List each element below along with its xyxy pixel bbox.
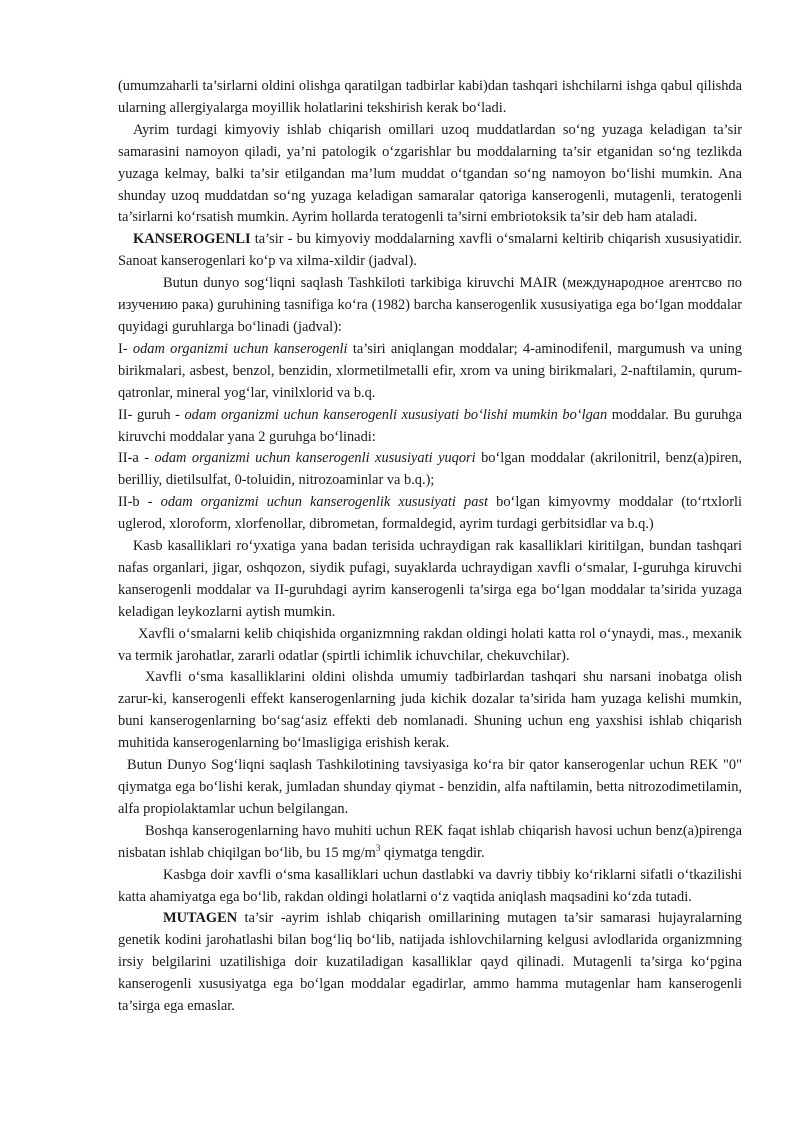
paragraph-rek-benzapyrene: [118, 821, 742, 865]
paragraph-who-recommendation: Butun Dunyo Sog‘liqni saqlash Tashkilotining tavsiyasiga ko‘ra bir qator kanserogenlar uchun REK "0" qiymatga ega bo‘lishi kerak, jumladan shunday qiymat - benzidin, alfa naftilamin, betta nitrozodimetilamin, alfa propiolaktamlar uchun belgilangan.: [118, 757, 742, 817]
group-definition: odam organizmi uchun kanserogenli: [132, 340, 348, 357]
group-definition: odam organizmi uchun kanserogenli xususiyati bo‘lishi mumkin bo‘lgan: [184, 406, 608, 423]
paragraph-group-1: [118, 339, 742, 405]
paragraph-group-2: [118, 405, 742, 449]
paragraph-text: ta’sir -ayrim ishlab chiqarish omillarining mutagen ta’sir samarasi hujayralarning genetik kodini jarohatlashi bilan bog‘liq bo‘lib, natijada ishlovchilarning kelgusi avlodlarida organizmning irsiy belgilarini uzatilishiga doir kuzatiladigan kasalliklar qayd qilinadi. Mutagenli ta’sirga ko‘pgina kanserogenli xususiyatga ega bo‘lgan moddalar egadirlar, ammo hamma mutagenlar ham kanserogenli ta’sirga ega emaslar.: [118, 910, 742, 1015]
paragraph-medical-checkups: Kasbga doir xavfli o‘sma kasalliklari uchun dastlabki va davriy tibbiy ko‘riklarni sifatli o‘tkazilishi katta ahamiyatga ega bo‘lib, rakdan oldingi holatlarni o‘z vaqtida aniqlash maqsadini ko‘zda tutadi.: [118, 866, 742, 905]
paragraph-text: Boshqa kanserogenlarning havo muhiti uchun REK faqat ishlab chiqarish havosi uchun benz(a)pirenga nisbatan ishlab chiqilgan bo‘lib, bu 15 mg/m: [118, 822, 742, 861]
paragraph-group-2b: [118, 492, 742, 536]
group-definition: odam organizmi uchun kanserogenlik xususiyati past: [160, 494, 489, 511]
group-prefix: II-b -: [118, 494, 161, 511]
term-mutagen: MUTAGEN: [163, 910, 238, 927]
group-prefix: I-: [118, 340, 133, 357]
paragraph-text: bo‘lgan kimyovmy moddalar (to‘rtxlorli uglerod, xloroform, xlorfenollar, dibrometan, formaldegid, ayrim turdagi gerbitsidlar va b.q.): [118, 494, 742, 533]
paragraph-text: bo‘lgan moddalar (akrilonitril, benz(a)piren, berilliy, dietilsulfat, 0-toluidin, nitrozoaminlar va b.q.);: [118, 450, 742, 489]
paragraph-text: moddalar. Bu guruhga kiruvchi moddalar yana 2 guruhga bo‘linadi:: [118, 406, 743, 445]
paragraph-carcinogenic-definition: [118, 229, 742, 273]
paragraph-prevention: Xavfli o‘sma kasalliklarini oldini olishda umumiy tadbirlardan tashqari shu narsani inobatga olish zarur-ki, kanserogenli effekt kanserogenlarning juda kichik dozalar ta’sirida ham yuzaga kelishi mumkin, buni kanserogenlarning bo‘sag‘asiz effekti deb nomlanadi. Shuning uchun eng yaxshisi ishlab chiqarish muhitida kanserogenlarning bo‘lmasligiga erishish kerak.: [118, 669, 742, 752]
paragraph-precancer-state: Xavfli o‘smalarni kelib chiqishida organizmning rakdan oldingi holati katta rol o‘ynaydi, mas., mexanik va termik jarohatlar, zararli odatlar (spirtli ichimlik ichuvchilar, chekuvchilar).: [118, 625, 742, 664]
paragraph-text-end: qiymatga tengdir.: [380, 844, 485, 861]
group-definition: odam organizmi uchun kanserogenli xususiyati yuqori: [154, 450, 476, 467]
document-page: [118, 76, 742, 1018]
superscript: 3: [375, 842, 381, 853]
group-prefix: II-a -: [118, 450, 155, 467]
term-kanserogenli: KANSEROGENLI: [133, 231, 251, 248]
paragraph-text: ta’sir - bu kimyoviy moddalarning xavfli o‘smalarni keltirib chiqarish xususiyatidir. Sanoat kanserogenlari ko‘p va xilma-xildir (jadval).: [118, 231, 742, 270]
paragraph-text: ta’siri aniqlangan moddalar; 4-aminodifenil, margumush va uning birikmalari, asbest, benzol, benzidin, xlormetilmetalli efir, xrom va uning birikmalari, 2-naftilamin, qurum- qatronlar, mineral yog‘lar, vinilxlorid va b.q.: [118, 340, 743, 401]
paragraph-allergy-screening: (umumzaharli ta’sirlarni oldini olishga qaratilgan tadbirlar kabi)dan tashqari ishchilarni ishga qabul qilishda ularning allergiyalarga moyillik holatlarini tekshirish kerak bo‘ladi.: [118, 78, 742, 116]
paragraph-occupational-diseases: Kasb kasalliklari ro‘yxatiga yana badan terisida uchraydigan rak kasalliklari kiritilgan, bundan tashqari nafas organlari, jigar, oshqozon, siydik pufagi, suyaklarda uchraydigan xavfli o‘smalar, I-guruhga kiruvchi kanserogenli moddalar va II-guruhdagi ayrim kanserogenli ta’sirga ega bo‘lgan moddalar ta’sirida yuzaga keladigan leykozlarni aytish mumkin.: [118, 538, 742, 620]
group-prefix: II- guruh -: [118, 406, 185, 423]
paragraph-group-2a: [118, 448, 742, 492]
paragraph-mair-classification: Butun dunyo sog‘liqni saqlash Tashkiloti tarkibiga kiruvchi MAIR (международное агентсво по изучению рака) guruhining tasnifiga ko‘ra (1982) barcha kanserogenlik xususiyatiga ega bo‘lgan moddalar quyidagi guruhlarga bo‘linadi (jadval):: [118, 275, 742, 335]
paragraph-long-term-effects: Ayrim turdagi kimyoviy ishlab chiqarish omillari uzoq muddatlardan so‘ng yuzaga keladigan ta’sir samarasini namoyon qiladi, ya’ni patologik o‘zgarishlar bu moddalarning ta’sir etganidan so‘ng tezlikda yuzaga kelmay, balki ta’sir etilgandan ma’lum muddat o‘tgandan so‘ng namoyon bo‘lishi mumkin. Ana shunday uzoq muddatdan so‘ng yuzaga keladigan samaralar qatoriga kanserogenli, mutagenli, teratogenli ta’sirlarni ko‘rsatish mumkin. Ayrim hollarda teratogenli ta’sirni embriotoksik ta’sir deb ham ataladi.: [118, 121, 742, 226]
paragraph-mutagen-definition: [118, 908, 742, 1018]
